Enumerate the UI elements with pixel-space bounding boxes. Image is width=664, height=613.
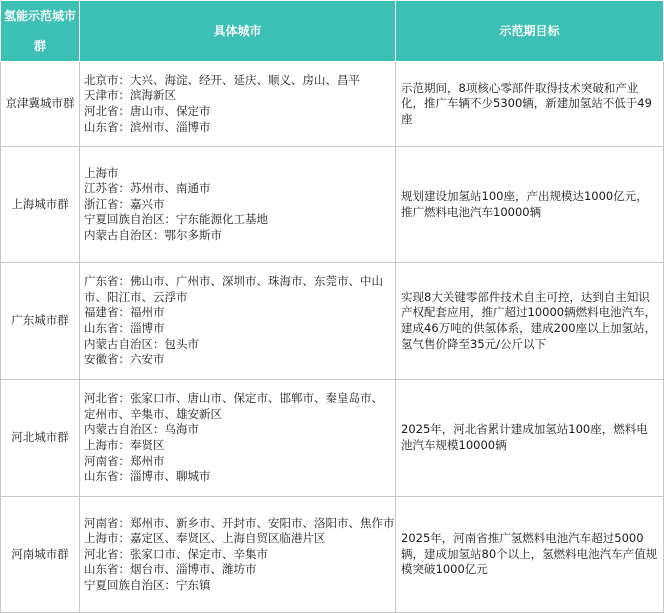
table-row (1, 147, 664, 263)
city-line: 福建省：福州市 (84, 305, 165, 320)
cluster-goal: 示范期间，8项核心零部件取得技术突破和产业化，推广车辆不少5300辆，新建加氢站不低于49座 (396, 62, 664, 147)
city-line: 河北省：张家口市、保定市、辛集市 (84, 546, 268, 561)
cluster-cities (80, 263, 396, 380)
cluster-goal: 规划建设加氢站100座，产出规模达1000亿元，推广燃料电池汽车10000辆 (396, 147, 664, 263)
city-line: 河北省：张家口市、唐山市、保定市、邯郸市、秦皇岛市、定州市、辛集市、雄安新区 (84, 391, 383, 421)
cluster-cities (80, 497, 396, 613)
cluster-cities (80, 380, 396, 497)
city-line: 山东省：滨州市、淄博市 (84, 119, 211, 134)
city-line: 上海市 (84, 165, 119, 180)
city-line: 河南省：郑州市、新乡市、开封市、安阳市、洛阳市、焦作市 (84, 515, 395, 530)
city-line: 上海市：奉贤区 (84, 438, 165, 452)
city-line: 浙江省：嘉兴市 (84, 196, 165, 211)
header-cities: 具体城市 (80, 1, 396, 62)
table-row (1, 62, 664, 147)
city-line: 宁夏回族自治区：宁东能源化工基地 (84, 212, 268, 227)
header-goal: 示范期目标 (396, 1, 664, 62)
city-line: 天津市：滨海新区 (84, 88, 176, 103)
table-header-row (1, 1, 664, 62)
city-line: 山东省：淄博市、聊城市 (84, 469, 211, 484)
cluster-name: 河南城市群 (1, 497, 80, 613)
table-row (1, 497, 664, 613)
city-line: 安徽省：六安市 (84, 352, 165, 367)
cluster-name: 河北城市群 (1, 380, 80, 497)
city-line: 山东省：烟台市、淄博市、潍坊市 (84, 562, 257, 577)
city-line: 山东省：淄博市 (84, 321, 165, 335)
city-line: 宁夏回族自治区：宁东镇 (84, 577, 211, 592)
city-line: 北京市：大兴、海淀、经开、延庆、顺义、房山、昌平 (84, 72, 360, 87)
city-line: 广东省：佛山市、广州市、深圳市、珠海市、东莞市、中山市、阳江市、云浮市 (84, 274, 383, 304)
table-row (1, 263, 664, 380)
city-line: 江苏省：苏州市、南通市 (84, 181, 211, 196)
city-line: 上海市：嘉定区、奉贤区、上海自贸区临港片区 (84, 531, 326, 546)
city-line: 河北省：唐山市、保定市 (84, 104, 211, 118)
city-line: 内蒙古自治区：包头市 (84, 336, 199, 351)
cluster-name: 广东城市群 (1, 263, 80, 380)
cluster-cities (80, 147, 396, 263)
city-line: 河南省：郑州市 (84, 453, 165, 468)
cluster-goal: 实现8大关键零部件技术自主可控，达到自主知识产权配套应用，推广超过10000辆燃料电池汽车，建成46万吨的供氢体系，建成200座以上加氢站，氢气售价降至35元/公斤以下 (396, 263, 664, 380)
cluster-cities (80, 62, 396, 147)
cluster-name: 京津冀城市群 (1, 62, 80, 147)
cluster-goal: 2025年，河南省推广氢燃料电池汽车超过5000辆，建成加氢站80个以上，氢燃料电池汽车产值规模突破1000亿元 (396, 497, 664, 613)
city-line: 内蒙古自治区：乌海市 (84, 422, 199, 437)
cluster-goal: 2025年，河北省累计建成加氢站100座，燃料电池汽车规模10000辆 (396, 380, 664, 497)
city-line: 内蒙古自治区：鄂尔多斯市 (84, 227, 222, 242)
header-group: 氢能示范城市群 (1, 1, 80, 62)
cluster-name: 上海城市群 (1, 147, 80, 263)
table-row (1, 380, 664, 497)
